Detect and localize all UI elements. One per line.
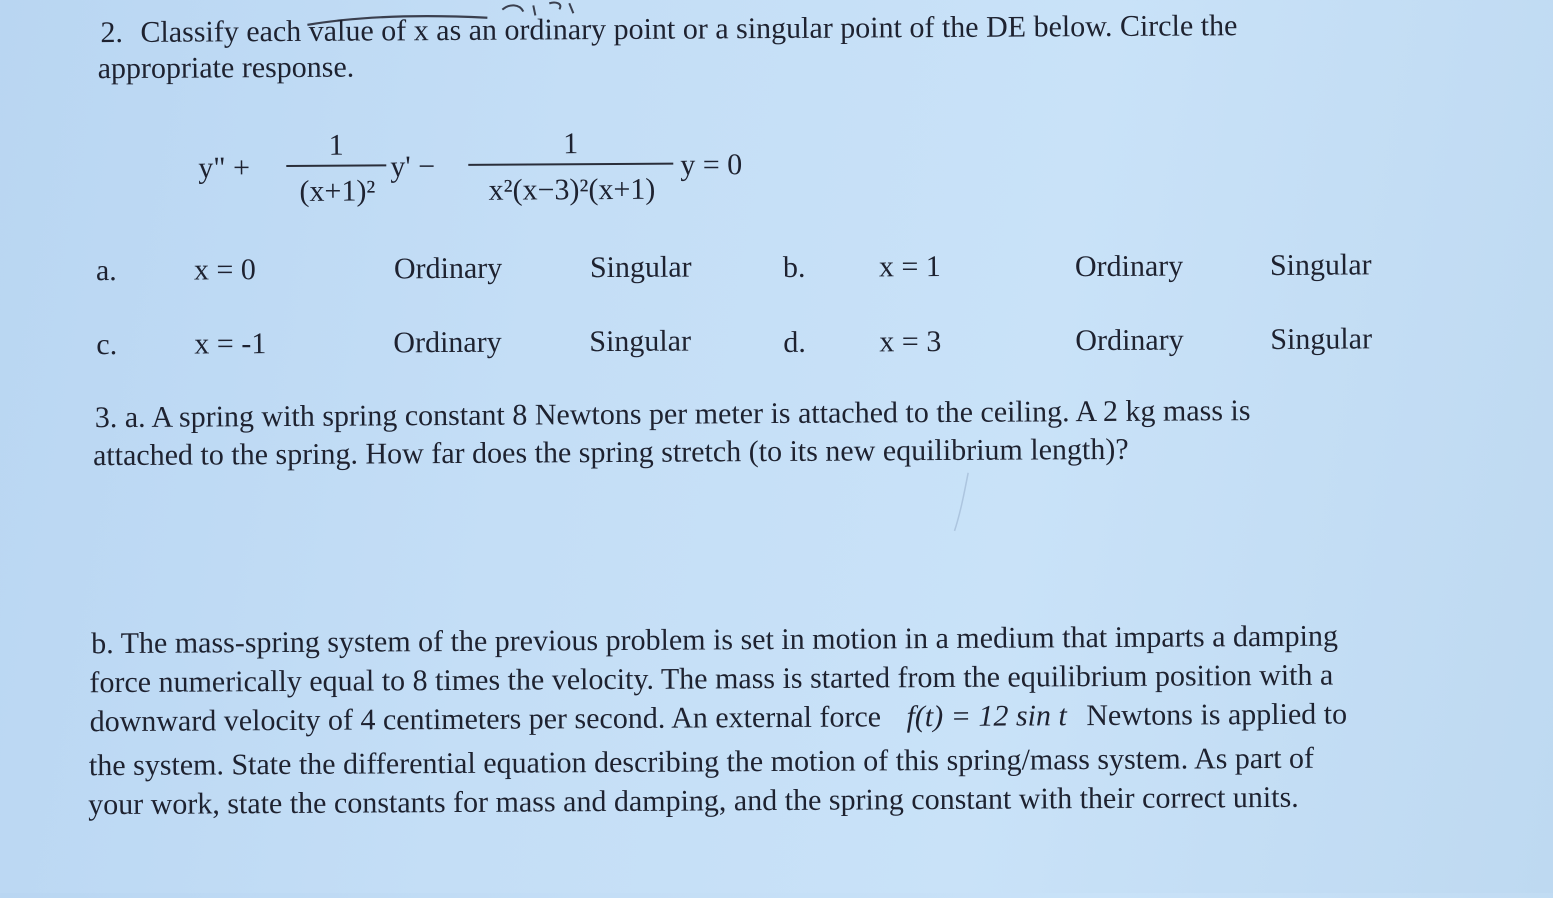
problem-2-number: 2. bbox=[100, 15, 124, 50]
item-a-ordinary-option[interactable]: Ordinary bbox=[393, 251, 503, 286]
frac1-denominator: (x+1)² bbox=[299, 174, 376, 208]
item-d-ordinary-option[interactable]: Ordinary bbox=[1075, 323, 1184, 358]
frac1-numerator: 1 bbox=[328, 128, 344, 162]
problem-3b-line-2: force numerically equal to 8 times the velocity. The mass is started from the equilibrium position with a bbox=[89, 658, 1334, 700]
problem-3b-line-4: the system. State the differential equation describing the motion of this spring/mass system. As part of bbox=[88, 741, 1315, 783]
item-d-value: x = 3 bbox=[879, 324, 942, 359]
item-b-singular-option[interactable]: Singular bbox=[1269, 248, 1372, 282]
item-c-singular-option[interactable]: Singular bbox=[589, 324, 692, 359]
frac2-denominator: x²(x−3)²(x+1) bbox=[488, 172, 656, 207]
problem-3a-line-1: 3. a. A spring with spring constant 8 Newtons per meter is attached to the ceiling. A 2 kg mass is bbox=[94, 394, 1251, 435]
item-a-singular-option[interactable]: Singular bbox=[589, 250, 692, 285]
problem-3b-line-3 bbox=[89, 697, 1348, 739]
problem-3b-line-3-pre: downward velocity of 4 centimeters per second. An external force bbox=[89, 700, 882, 739]
item-c-value: x = -1 bbox=[194, 327, 267, 361]
eq-term-y-prime: y' − bbox=[390, 150, 436, 184]
item-d-singular-option[interactable]: Singular bbox=[1270, 322, 1373, 356]
item-a-value: x = 0 bbox=[193, 253, 256, 287]
item-b-value: x = 1 bbox=[878, 249, 941, 284]
external-force-formula: f(t) = 12 sin t bbox=[906, 699, 1067, 734]
problem-3b-line-1: b. The mass-spring system of the previous problem is set in motion in a medium that imparts a damping bbox=[91, 619, 1339, 661]
item-a-letter: a. bbox=[95, 254, 117, 288]
problem-2-text: Classify each value of x as an ordinary point or a singular point of the DE below. Circle the bbox=[140, 9, 1238, 49]
item-c-ordinary-option[interactable]: Ordinary bbox=[393, 325, 502, 360]
item-b-letter: b. bbox=[782, 250, 806, 284]
problem-2-prompt-line-1 bbox=[100, 11, 1237, 48]
differential-equation bbox=[198, 118, 799, 222]
frac2-numerator: 1 bbox=[563, 127, 579, 161]
item-d-letter: d. bbox=[783, 325, 806, 359]
problem-3b-line-5: your work, state the constants for mass and damping, and the spring constant with their correct units. bbox=[88, 780, 1299, 822]
eq-term-y-equals-zero: y = 0 bbox=[680, 148, 743, 182]
frac1-bar bbox=[286, 164, 386, 166]
problem-3b-line-3-post: Newtons is applied to bbox=[1086, 697, 1348, 733]
item-c-letter: c. bbox=[96, 328, 118, 362]
eq-term-y-double-prime: y" + bbox=[198, 151, 251, 185]
frac2-bar bbox=[468, 163, 673, 166]
problem-2-prompt-line-2: appropriate response. bbox=[97, 50, 355, 86]
item-b-ordinary-option[interactable]: Ordinary bbox=[1074, 249, 1184, 284]
problem-3a-line-2: attached to the spring. How far does the spring stretch (to its new equilibrium length)? bbox=[92, 432, 1129, 473]
pencil-mark bbox=[940, 469, 980, 539]
